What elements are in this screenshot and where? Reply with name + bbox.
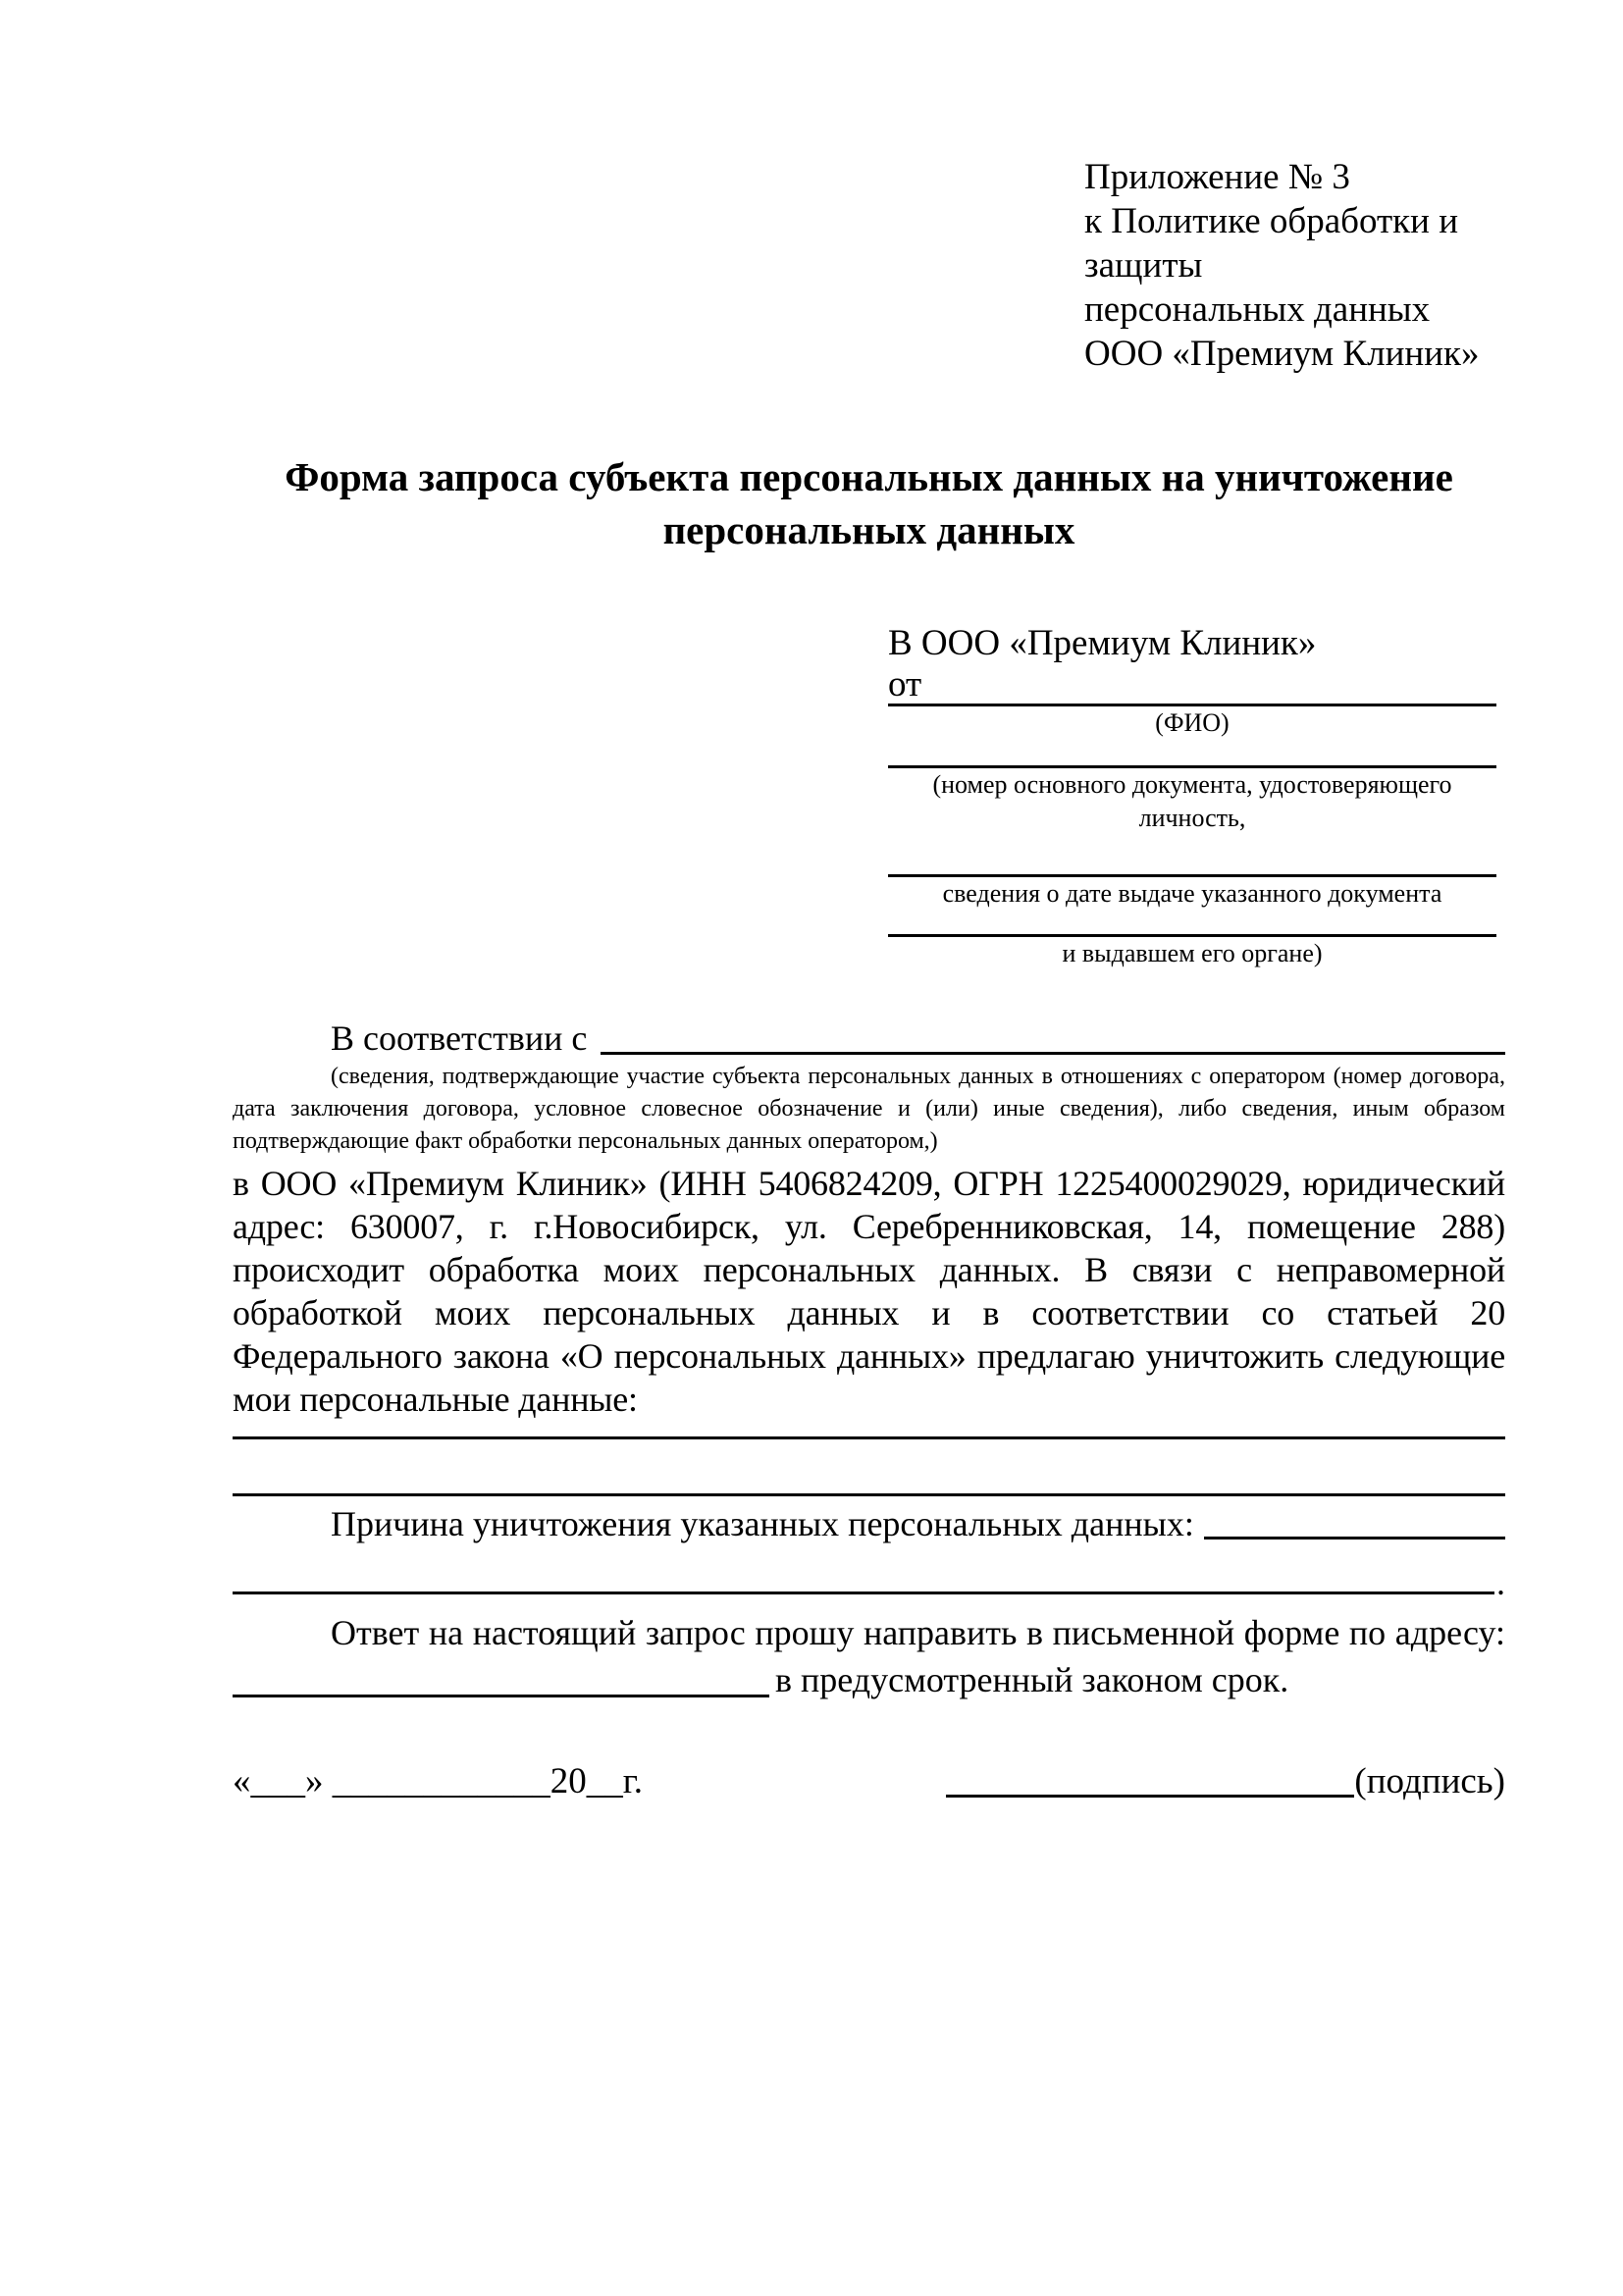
reason-label: Причина уничтожения указанных персональных данных: xyxy=(331,1504,1194,1543)
fio-caption: (ФИО) xyxy=(1155,708,1230,737)
accordance-lead: В соответствии с xyxy=(331,1018,588,1058)
signature-blank-line xyxy=(946,1795,1354,1798)
reason-blank-line xyxy=(1204,1537,1505,1539)
answer-line2 xyxy=(233,1655,1505,1704)
personal-data-blank-line xyxy=(233,1493,1505,1496)
appendix-header-line: к Политике обработки и защиты xyxy=(1084,201,1459,286)
accordance-row xyxy=(233,1016,1505,1061)
addressee-to: В ООО «Премиум Клиник» xyxy=(888,623,1317,663)
appendix-header xyxy=(1084,155,1505,376)
address-blank-line xyxy=(233,1695,769,1697)
answer-line1: Ответ на настоящий запрос прошу направить в письменной форме по адресу: xyxy=(331,1613,1505,1652)
answer-line2-tail: в предусмотренный законом срок. xyxy=(775,1660,1289,1699)
issuing-authority-caption: и выдавшем его органе) xyxy=(1062,939,1323,967)
appendix-header-line: ООО «Премиум Клиник» xyxy=(1084,334,1480,374)
date-signature-row xyxy=(233,1759,1505,1804)
body-paragraph: в ООО «Премиум Клиник» (ИНН 5406824209, ОГРН 1225400029029, юридический адрес: 630007, г. г.Новосибирск, ул. Серебренниковская, 14, помещение 288) происходит обработка моих персональных данных. В связи с неправомерной обработкой моих персональных данных и в соответствии со статьей 20 Федерального закона «О персональных данных» предлагаю уничтожить следующие мои персональные данные: xyxy=(233,1164,1505,1419)
reason-period: . xyxy=(1496,1563,1505,1602)
personal-data-blank-line xyxy=(233,1436,1505,1439)
accordance-blank-line xyxy=(601,1052,1505,1055)
answer-paragraph xyxy=(233,1610,1505,1704)
accordance-footnote: (сведения, подтверждающие участие субъекта персональных данных в отношениях с оператором (номер договора, дата заключения договора, условное словесное обозначение и (или) иные сведения), либо сведения, иным образом подтверждающие факт обработки персональных данных оператором,) xyxy=(233,1064,1505,1154)
issue-date-caption: сведения о дате выдаче указанного документа xyxy=(942,879,1442,908)
reason-row xyxy=(233,1502,1505,1545)
appendix-header-line: персональных данных xyxy=(1084,289,1431,330)
document-number-caption: (номер основного документа, удостоверяющего личность, xyxy=(932,770,1452,832)
reason-continuation-blank-line xyxy=(233,1592,1494,1594)
document-title: Форма запроса субъекта персональных данных на уничтожение персональных данных xyxy=(285,454,1453,552)
reason-continuation-row xyxy=(233,1563,1505,1602)
signature-caption: (подпись) xyxy=(1354,1761,1505,1801)
addressee-from-label: от xyxy=(888,664,922,704)
signature-block xyxy=(946,1759,1505,1804)
appendix-header-line: Приложение № 3 xyxy=(1084,157,1350,197)
addressee-block xyxy=(888,621,1496,970)
date-blank: «___» ____________20__г. xyxy=(233,1761,644,1801)
